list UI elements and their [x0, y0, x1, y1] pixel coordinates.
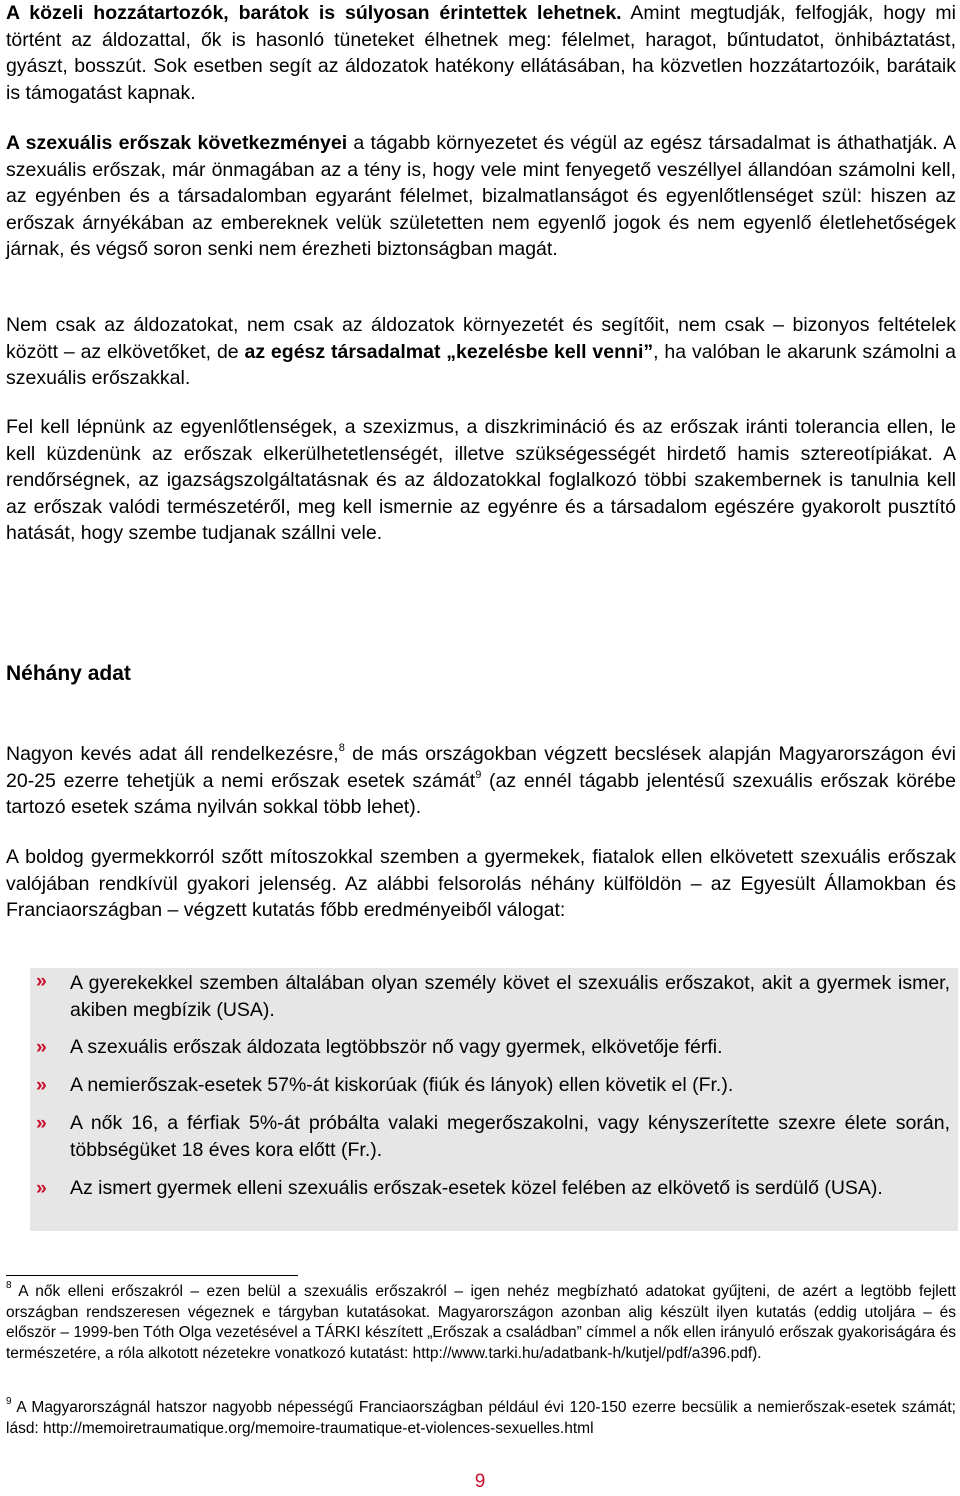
paragraph-lead: A közeli hozzátartozók, barátok is súlyosan érintettek lehetnek. — [6, 2, 622, 24]
list-item — [30, 1072, 958, 1110]
footnote-number: 9 — [6, 1396, 12, 1407]
page-number: 9 — [474, 1471, 486, 1492]
paragraph-text: Nagyon kevés adat áll rendelkezésre, — [6, 743, 339, 765]
footnote-divider — [6, 1275, 298, 1276]
section-heading: Néhány adat — [6, 662, 131, 685]
paragraph-text: de más országokban végzett becslések alapján Magyarországon évi 20-25 ezerre tehetjük a nemi erőszak esetek számát — [6, 743, 957, 792]
paragraph-children: A boldog gyermekkorról szőtt mítoszokkal szemben a gyermekek, fiatalok ellen elkövetett szexuális erőszak valójában rendkívül gyakori jelenség. Az alábbi felsorolás néhány külföldön – az Egyesült Államokban és Franciaországban – végzett kutatás főbb eredményeiből válogat: — [6, 846, 956, 921]
list-item — [30, 968, 958, 1034]
footnote-8 — [6, 1282, 956, 1364]
paragraph-text: (az ennél tágabb jelentésű szexuális erőszak körébe tartozó esetek száma nyilván sokkal több lehet). — [6, 769, 956, 818]
list-item-text: Az ismert gyermek elleni szexuális erőszak-esetek közel felében az elkövető is serdülő (USA). — [70, 1177, 883, 1199]
bullet-icon: » — [36, 1112, 47, 1134]
paragraph-emphasis: az egész társadalmat „kezelésbe kell venni” — [244, 340, 654, 363]
bullet-icon: » — [36, 1074, 47, 1096]
findings-list — [30, 968, 958, 1231]
footnote-text: A nők elleni erőszakról – ezen belül a szexuális erőszakról – igen nehéz megbízható adatokat gyűjteni, de azért a legtöbb fejlett országban rendszeresen végeznek e tárgyban kutatásokat. Magyarországon azonban alig készült ilyen kutatás (eddig utoljára – és először – 1999-ben Tóth Olga vezetésével a TÁRKI készített „Erőszak a családban” címmel a nők ellen irányuló erőszak gyakoriságára és természetére, a róla alkotott nézetekre vonatkozó kutatást: http://www.tarki.hu/adatbank-h/kutjel/pdf/a396.pdf). — [6, 1283, 956, 1362]
list-item-text: A nők 16, a férfiak 5%-át próbálta valaki megerőszakolni, vagy kényszerítette szexre élete során, többségüket 18 éves kora előtt (Fr.). — [70, 1112, 950, 1161]
list-item — [30, 1034, 958, 1072]
paragraph-text: , ha valóban le akarunk számolni a szexuális erőszakkal. — [6, 340, 956, 389]
list-item-text: A gyerekekkel szemben általában olyan személy követ el szexuális erőszakot, akit a gyermek ismer, akiben megbízik (USA). — [70, 972, 950, 1021]
bullet-icon: » — [36, 970, 47, 992]
paragraph-text: Amint megtudják, felfogják, hogy mi történt az áldozattal, ők is hasonló tüneteket élhetnek meg: félelmet, haragot, bűntudatot, önhibáztatást, gyászt, bosszút. Sok esetben segít az áldozatok hatékony ellátásában, ha közvetlen hozzátartozóik, barátaik is támogatást kapnak. — [6, 2, 956, 104]
footnote-ref-8[interactable]: 8 — [338, 742, 345, 754]
list-item-text: A szexuális erőszak áldozata legtöbbször nő vagy gyermek, elkövetője férfi. — [70, 1036, 723, 1058]
bullet-icon: » — [36, 1036, 47, 1058]
footnote-9 — [6, 1398, 956, 1439]
paragraph-consequences — [6, 130, 956, 263]
list-item-text: A nemierőszak-esetek 57%-át kiskorúak (fiúk és lányok) ellen követik el (Fr.). — [70, 1074, 734, 1096]
paragraph-relatives — [6, 0, 956, 106]
list-item — [30, 1175, 958, 1231]
paragraph-lead: A szexuális erőszak következményei — [6, 132, 348, 154]
footnote-text: A Magyarországnál hatszor nagyobb népességű Franciaországban például évi 120-150 ezerre becsülik a nemierőszak-esetek számát; lásd: http://memoiretraumatique.org/memoire-traumatique-et-violences-sexuelles.html — [6, 1399, 956, 1437]
footnote-ref-9[interactable]: 9 — [475, 768, 482, 781]
paragraph-data — [6, 741, 956, 821]
paragraph-text: a tágabb környezetet és végül az egész társadalmat is áthathatják. A szexuális erőszak, már önmagában az a tény is, hogy vele mint fenyegető veszéllyel állandóan számolni kell, az egyénben és a társadalomban egyaránt félelmet, bizalmatlanságot és egyenlőtlenséget szül: hiszen az erőszak árnyékában az embereknek velük születetten nem egyenlő jogok és nem egyenlő életlehetőségek járnak, és végső soron senki nem érezheti biztonságban magát. — [6, 132, 956, 260]
paragraph-action: Fel kell lépnünk az egyenlőtlenségek, a szexizmus, a diszkrimináció és az erőszak iránti tolerancia ellen, le kell küzdenünk az erőszak elkerülhetetlenségét, illetve szükségességét hirdető hamis sztereotípiákat. A rendőrségnek, az igazságszolgáltatásnak és az áldozatokkal foglalkozó többi szakembernek is tanulnia kell az erőszak valódi természetéről, meg kell ismernie az egyénre és a társadalom egészére gyakorolt pusztító hatását, hogy szembe tudjanak szállni vele. — [6, 416, 956, 544]
paragraph-society — [6, 312, 956, 392]
footnote-number: 8 — [6, 1280, 12, 1291]
list-item — [30, 1110, 958, 1175]
bullet-icon: » — [36, 1177, 47, 1199]
paragraph-text: Nem csak az áldozatokat, nem csak az áldozatok környezetét és segítőit, nem csak – bizonyos feltételek között – az elkövetőket, de — [6, 314, 956, 363]
